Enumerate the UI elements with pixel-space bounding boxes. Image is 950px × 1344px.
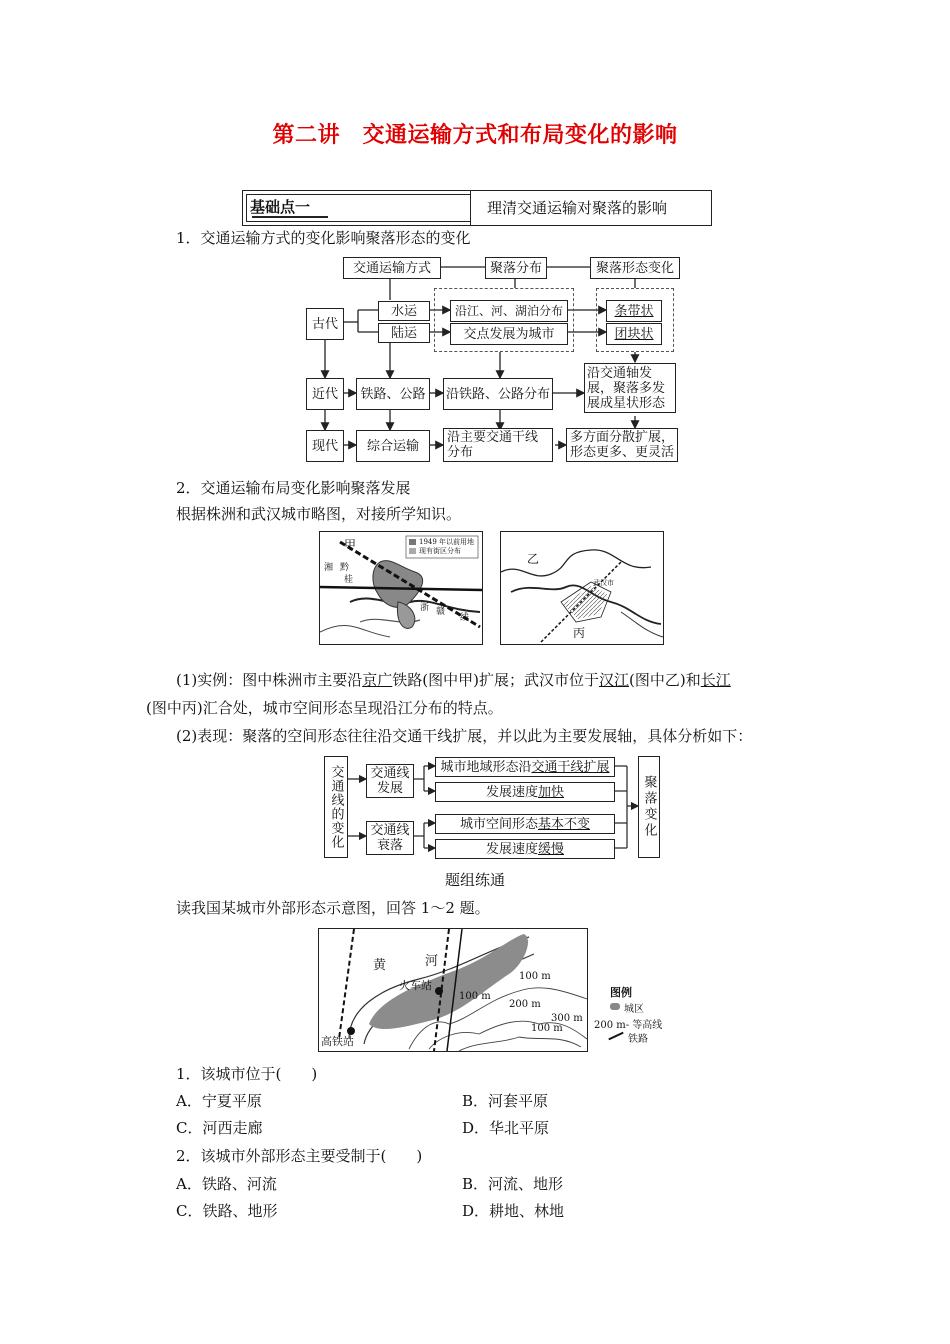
label-hsr-station: 高铁站: [321, 1035, 354, 1048]
q2-stem: 2．该城市外部形态主要受制于( ): [176, 1147, 423, 1165]
section-heading: 理清交通运输对聚落的影响: [487, 199, 668, 217]
q2-option-d[interactable]: D．耕地、林地: [462, 1202, 565, 1220]
legend-rail: 铁路: [628, 1034, 648, 1045]
dist-rail-road: 沿铁路、公路分布: [443, 378, 553, 410]
label-yi: 乙: [527, 552, 540, 566]
contour-200: 200 m: [509, 999, 541, 1010]
label-wuhan: 武汉市: [593, 579, 614, 587]
shape-block: 团块状: [606, 323, 662, 345]
box-slow: 发展速度 缓慢: [435, 839, 615, 859]
label-gan: 赣: [436, 607, 446, 617]
point-2: 2．交通运输布局变化影响聚落发展: [176, 479, 411, 497]
contour-100a: 100 m: [519, 971, 551, 982]
practice-heading: 题组练通: [444, 871, 505, 889]
label-xian: 线: [460, 613, 470, 623]
q2-option-a[interactable]: A．铁路、河流: [176, 1175, 277, 1193]
intro-2: 根据株洲和武汉城市略图，对接所学知识。: [176, 505, 462, 523]
example-line1: (1)实例：图中株洲市主要沿京广铁路(图中甲)扩展；武汉市位于汉江(图中乙)和长江: [176, 671, 731, 689]
contour-100b: 100 m: [459, 991, 491, 1002]
point-1: 1．交通运输方式的变化影响聚落形态的变化: [176, 229, 471, 247]
dist-main-line: 沿主要交通干线分布: [443, 428, 553, 462]
box-expand: 城市地域形态沿 交通干线扩展: [435, 757, 615, 777]
label-xiang: 湘: [324, 563, 334, 573]
label-zhe: 浙: [420, 603, 430, 613]
contour-100c: 100 m: [531, 1023, 563, 1034]
header-distribution: 聚落分布: [485, 257, 547, 279]
legend-1949: 1949 年以前用地: [419, 538, 475, 546]
label-qian: 黔: [340, 563, 350, 573]
mode-rail-road: 铁路、公路: [356, 378, 430, 410]
box-settlement-change: 聚落变化: [638, 756, 660, 858]
legend-city-swatch: [610, 1003, 620, 1010]
mode-land: 陆运: [378, 323, 430, 343]
section-badge: 基础点一: [250, 198, 311, 216]
label-jia: 甲: [344, 538, 357, 552]
contour-300: 300 m: [551, 1013, 583, 1024]
q1-option-a[interactable]: A．宁夏平原: [176, 1092, 262, 1110]
dist-intersection: 交点发展为城市: [450, 323, 568, 345]
label-bing: 丙: [573, 626, 586, 640]
header-transport-mode: 交通运输方式: [343, 257, 441, 279]
section-header: [242, 190, 710, 226]
flowchart-settlement-change: [322, 754, 660, 860]
legend-city: 城区: [624, 1004, 644, 1015]
shape-scatter: 多方面分散扩展，形态更多、更灵活: [566, 428, 678, 462]
read-instruction: 读我国某城市外部形态示意图，回答 1～2 题。: [176, 899, 490, 917]
shape-star: 沿交通轴发展，聚落多发展成星状形态: [584, 363, 676, 413]
map-legend: [594, 984, 674, 1054]
q2-option-c[interactable]: C．铁路、地形: [176, 1202, 278, 1220]
q1-option-c[interactable]: C．河西走廊: [176, 1119, 263, 1137]
legend-rail-symbol: [608, 1032, 623, 1041]
era-ancient: 古代: [306, 308, 344, 340]
label-train-station: 火车站: [399, 979, 432, 992]
map-city-form: [318, 928, 588, 1052]
shape-strip: 条带状: [606, 300, 662, 322]
header-shape-change: 聚落形态变化: [590, 257, 680, 279]
dist-rivers: 沿江、河、湖泊分布: [450, 300, 568, 322]
box-line-decline: 交通线衰落: [366, 821, 414, 855]
q1-option-b[interactable]: B．河套平原: [462, 1092, 549, 1110]
box-speed-up: 发展速度 加快: [435, 782, 615, 802]
legend-title: 图例: [610, 986, 632, 999]
q1-option-d[interactable]: D．华北平原: [462, 1119, 550, 1137]
legend-current: 现有街区分布: [419, 547, 461, 555]
era-contemporary: 现代: [306, 430, 344, 462]
label-gui: 桂: [344, 575, 354, 585]
example-2: (2)表现：聚落的空间形态往往沿交通干线扩展，并以此为主要发展轴，具体分析如下：: [176, 727, 753, 745]
legend-contour: 200 m- 等高线: [594, 1020, 663, 1031]
label-huang: 黄: [373, 958, 387, 973]
label-he: 河: [425, 954, 439, 969]
box-line-develop: 交通线发展: [366, 764, 414, 798]
flowchart-transport-mode: [300, 252, 690, 470]
box-line-change: 交通线的变化: [324, 756, 348, 858]
q1-stem: 1．该城市位于( ): [176, 1065, 318, 1083]
mode-water: 水运: [378, 301, 430, 321]
mode-integrated: 综合运输: [356, 430, 430, 462]
box-unchanged: 城市空间形态 基本不变: [435, 814, 615, 834]
era-modern: 近代: [306, 378, 344, 410]
example-line2: (图中丙)汇合处，城市空间形态呈现沿江分布的特点。: [146, 699, 503, 717]
page-title: 第二讲 交通运输方式和布局变化的影响: [272, 123, 678, 148]
map-zhuzhou: [319, 531, 483, 645]
q2-option-b[interactable]: B．河流、地形: [462, 1175, 564, 1193]
map-wuhan: [500, 531, 664, 645]
